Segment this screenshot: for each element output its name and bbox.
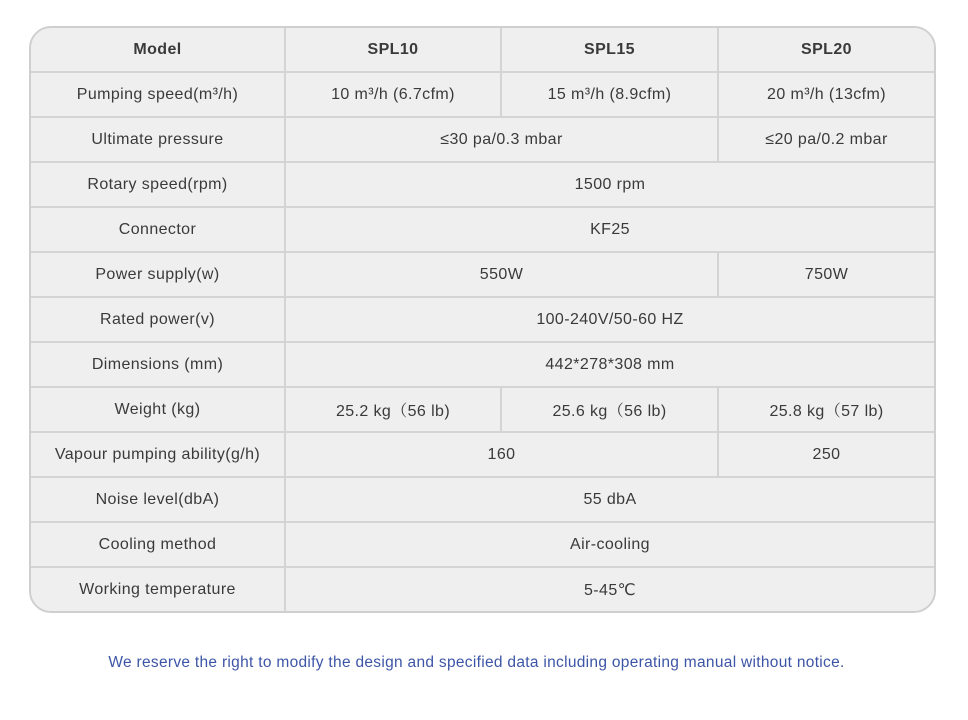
cell-value: 442*278*308 mm	[285, 342, 934, 387]
table-row-cooling	[31, 522, 934, 567]
cell-value: 750W	[718, 252, 934, 297]
row-label: Pumping speed(m³/h)	[31, 72, 285, 117]
table-row-dimensions	[31, 342, 934, 387]
row-label: Working temperature	[31, 567, 285, 611]
cell-value: 25.2 kg（56 lb)	[285, 387, 501, 432]
model-header-label: Model	[31, 28, 285, 72]
model-spl20-header: SPL20	[718, 28, 934, 72]
table-row-pumping-speed	[31, 72, 934, 117]
table-row-vapour	[31, 432, 934, 477]
cell-value: 15 m³/h (8.9cfm)	[501, 72, 718, 117]
cell-value: ≤20 pa/0.2 mbar	[718, 117, 934, 162]
cell-value: 55 dbA	[285, 477, 934, 522]
table-row-rotary-speed	[31, 162, 934, 207]
cell-value: 25.8 kg（57 lb)	[718, 387, 934, 432]
cell-value: 25.6 kg（56 lb)	[501, 387, 718, 432]
cell-value: 250	[718, 432, 934, 477]
row-label: Power supply(w)	[31, 252, 285, 297]
spec-table-container	[29, 26, 936, 613]
cell-value: 160	[285, 432, 718, 477]
header-row	[31, 28, 934, 72]
table-row-rated-power	[31, 297, 934, 342]
row-label: Cooling method	[31, 522, 285, 567]
cell-value: 550W	[285, 252, 718, 297]
row-label: Rated power(v)	[31, 297, 285, 342]
row-label: Ultimate pressure	[31, 117, 285, 162]
model-spl10-header: SPL10	[285, 28, 501, 72]
cell-value: 100-240V/50-60 HZ	[285, 297, 934, 342]
disclaimer-footnote: We reserve the right to modify the design and specified data including operating manual without notice.	[108, 654, 845, 671]
spec-table	[31, 28, 934, 611]
table-row-weight	[31, 387, 934, 432]
row-label: Weight (kg)	[31, 387, 285, 432]
table-row-connector	[31, 207, 934, 252]
row-label: Noise level(dbA)	[31, 477, 285, 522]
cell-value: 5-45℃	[285, 567, 934, 611]
row-label: Rotary speed(rpm)	[31, 162, 285, 207]
table-row-working-temp	[31, 567, 934, 611]
row-label: Connector	[31, 207, 285, 252]
table-row-power-supply	[31, 252, 934, 297]
cell-value: 10 m³/h (6.7cfm)	[285, 72, 501, 117]
model-spl15-header: SPL15	[501, 28, 718, 72]
table-row-noise	[31, 477, 934, 522]
cell-value: 20 m³/h (13cfm)	[718, 72, 934, 117]
row-label: Vapour pumping ability(g/h)	[31, 432, 285, 477]
cell-value: KF25	[285, 207, 934, 252]
cell-value: ≤30 pa/0.3 mbar	[285, 117, 718, 162]
cell-value: Air-cooling	[285, 522, 934, 567]
table-row-ultimate-pressure	[31, 117, 934, 162]
cell-value: 1500 rpm	[285, 162, 934, 207]
row-label: Dimensions (mm)	[31, 342, 285, 387]
